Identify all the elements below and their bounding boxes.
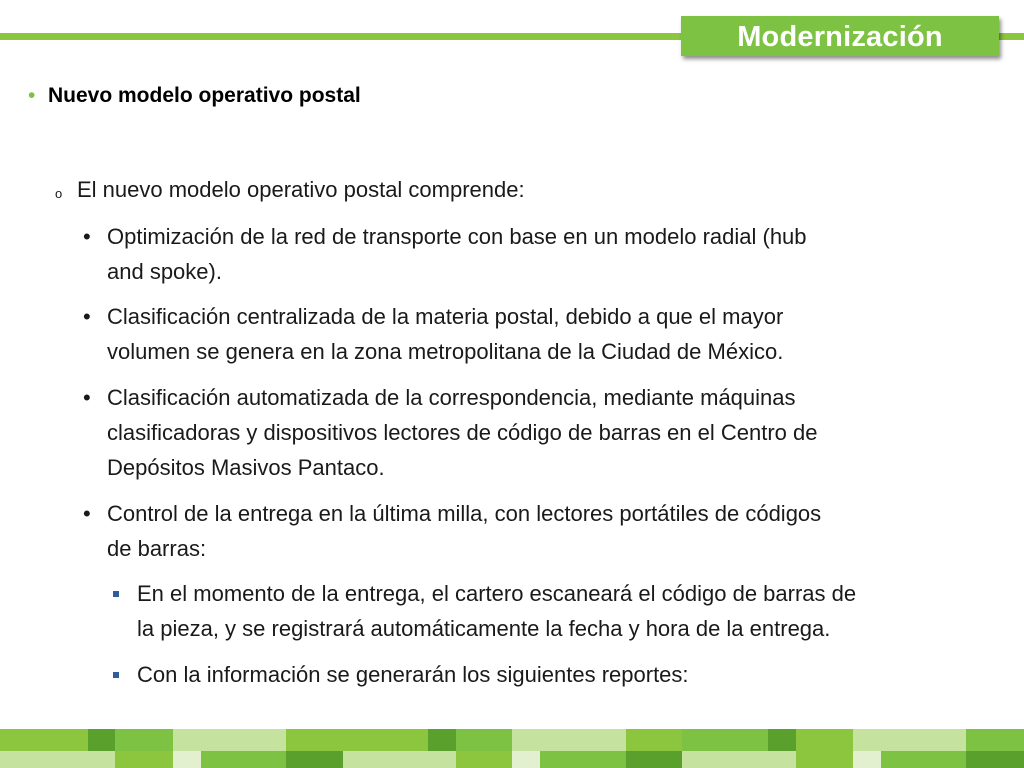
bullet-line: volumen se genera en la zona metropolitana de la Ciudad de México. [107,339,784,364]
sub-bullet-point [137,576,1007,646]
bullet-line: Depósitos Masivos Pantaco. [107,455,385,480]
mosaic-tile [796,751,853,768]
bullet-point [107,299,987,369]
heading-bullet-icon: • [28,84,36,107]
bullet-icon: • [83,501,91,526]
circle-bullet-icon: o [55,186,63,201]
mosaic-tile [682,751,796,768]
sub-item-text: El nuevo modelo operativo postal comprende: [77,177,525,202]
mosaic-tile [428,729,456,751]
mosaic-tile [626,751,682,768]
bullet-icon: • [83,385,91,410]
square-bullet-icon [113,672,119,678]
mosaic-tile [626,729,682,751]
mosaic-tile [173,751,201,768]
slide-title: Modernización [681,16,999,56]
mosaic-tile [201,751,286,768]
mosaic-tile [115,751,173,768]
square-bullet-icon [113,591,119,597]
mosaic-tile [540,751,626,768]
bullet-line: clasificadoras y dispositivos lectores de código de barras en el Centro de [107,420,818,445]
sub-bullet-line: la pieza, y se registrará automáticamente la fecha y hora de la entrega. [137,616,831,641]
mosaic-tile [456,751,512,768]
mosaic-tile [796,729,853,751]
mosaic-tile [173,729,286,751]
mosaic-tile [343,751,456,768]
mosaic-tile [0,729,88,751]
mosaic-tile [286,751,343,768]
sub-bullet-line: En el momento de la entrega, el cartero escaneará el código de barras de [137,581,857,606]
sub-bullet-line: Con la información se generarán los siguientes reportes: [137,662,689,687]
bullet-line: Control de la entrega en la última milla, con lectores portátiles de códigos [107,501,822,526]
bullet-line: Optimización de la red de transporte con base en un modelo radial (hub [107,224,807,249]
footer-mosaic [0,729,1024,768]
mosaic-tile [512,751,540,768]
mosaic-tile [286,729,428,751]
bullet-point [107,380,987,485]
bullet-line: Clasificación automatizada de la correspondencia, mediante máquinas [107,385,796,410]
mosaic-tile [456,729,512,751]
bullet-line: Clasificación centralizada de la materia postal, debido a que el mayor [107,304,784,329]
bullet-icon: • [83,224,91,249]
mosaic-tile [853,729,966,751]
mosaic-tile [512,729,626,751]
bullet-icon: • [83,304,91,329]
sub-bullet-point [137,657,1007,692]
mosaic-tile [966,729,1024,751]
bullet-point [107,496,987,566]
mosaic-tile [881,751,966,768]
mosaic-tile [853,751,881,768]
mosaic-tile [768,729,796,751]
bullet-point [107,219,987,289]
section-heading: Nuevo modelo operativo postal [48,84,361,107]
mosaic-tile [682,729,768,751]
mosaic-tile [0,751,115,768]
mosaic-tile [115,729,173,751]
bullet-line: de barras: [107,536,207,561]
bullet-line: and spoke). [107,259,222,284]
mosaic-tile [88,729,115,751]
mosaic-tile [966,751,1024,768]
